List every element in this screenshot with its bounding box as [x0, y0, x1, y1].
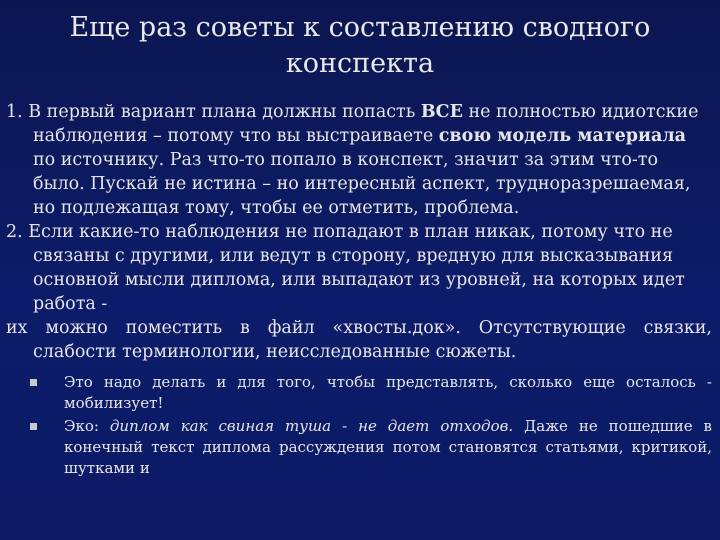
- slide-title: Еще раз советы к составлению сводного конспекта: [69, 12, 651, 79]
- point-2-continuation: их можно поместить в файл «хвосты.док». Отсутствующие связки, слабости терминологии, неисследованные сюжеты.: [6, 318, 712, 362]
- point-1: [6, 100, 712, 220]
- point-1-text-c: по источнику. Раз что-то попало в конспект, значит за этим что-то было. Пускай не истина – но интересный аспект, трудноразрешаемая, но подлежащая тому, чтобы ее отметить, проблема.: [33, 150, 691, 218]
- bullet-text: Это надо делать и для того, чтобы представлять, сколько еще осталось - мобилизует!: [64, 373, 712, 412]
- point-1-bold-b: свою модель материала: [438, 126, 687, 146]
- bullet-list: [6, 372, 712, 479]
- point-1-text-a: 1. В первый вариант плана должны попасть: [6, 102, 421, 122]
- bullet-item: [6, 372, 712, 414]
- slide-body: [6, 100, 712, 481]
- bullet-suffix: Даже не пошедшие в конечный текст диплома рассуждения потом становятся статьями, критикой, шутками и: [64, 417, 712, 477]
- bullet-italic-quote: диплом как свиная туша - не дает отходов.: [109, 417, 514, 435]
- square-bullet-icon: [30, 379, 37, 386]
- bullet-prefix: Эко:: [64, 417, 110, 435]
- point-1-bold-a: ВСЕ: [420, 102, 463, 122]
- point-2: 2. Если какие-то наблюдения не попадают в план никак, потому что не связаны с другими, или ведут в сторону, вредную для высказывания основной мысли диплома, или выпадают из уровней, на которых идет работа -: [6, 222, 685, 314]
- point-1-text-b: не полностью идиотские наблюдения – потому что вы выстраиваете: [33, 102, 699, 146]
- bullet-item: [6, 416, 712, 479]
- square-bullet-icon: [30, 423, 37, 430]
